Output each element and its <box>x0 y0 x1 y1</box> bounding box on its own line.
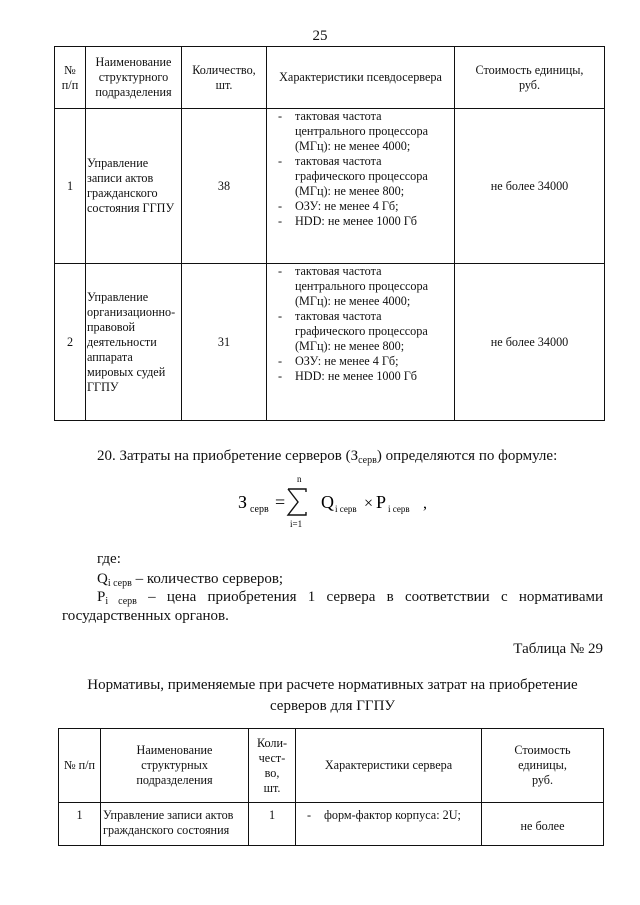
server-table <box>58 728 604 846</box>
header-cell-price: Стоимость единицы, руб. <box>482 729 604 803</box>
row-number: 1 <box>55 109 86 264</box>
spec-list <box>269 109 452 229</box>
department-name: Управление организационно- правовой деятельности аппарата мировых судей ГГПУ <box>86 264 182 421</box>
table-header-row <box>55 47 605 109</box>
unit-price: не более <box>482 803 604 846</box>
spec-item: - HDD: не менее 1000 Гб <box>269 369 452 384</box>
quantity: 38 <box>182 109 267 264</box>
quantity: 1 <box>249 803 296 846</box>
formula-times: × <box>364 495 374 512</box>
row-number: 2 <box>55 264 86 421</box>
spec-list <box>269 264 452 384</box>
table-row <box>55 109 605 264</box>
spec-item: - тактовая частота центрального процессора (МГц): не менее 4000; <box>269 109 452 154</box>
unit-price: не более 34000 <box>455 109 605 264</box>
unit-price: не более 34000 <box>455 264 605 421</box>
specs-cell <box>267 264 455 421</box>
formula-lhs: З <box>238 492 248 512</box>
header-cell-qty: Количество, шт. <box>182 47 267 109</box>
specs-cell <box>296 803 482 846</box>
spec-item: - тактовая частота центрального процессора (МГц): не менее 4000; <box>269 264 452 309</box>
definition-p-continued: государственных органов. <box>62 608 229 624</box>
formula-q: Q <box>321 492 334 512</box>
header-cell-qty: Коли- чест- во, шт. <box>249 729 296 803</box>
page-number: 25 <box>312 28 328 44</box>
where-label: где: <box>97 551 121 567</box>
formula-comma: , <box>423 495 427 512</box>
sigma-icon <box>288 489 306 515</box>
spec-item: - форм-фактор корпуса: 2U; <box>298 808 479 823</box>
pseudo-server-table <box>54 46 605 421</box>
specs-cell <box>267 109 455 264</box>
spec-item: - тактовая частота графического процессора (МГц): не менее 800; <box>269 154 452 199</box>
formula-p-sub: i серв <box>388 504 410 514</box>
department-name: Управление записи актов гражданского состояния <box>101 803 249 846</box>
formula-lhs-sub: серв <box>250 504 269 515</box>
definition-q: $Q_{i серв}$ – количество серверов; <box>97 571 284 589</box>
spec-item: - ОЗУ: не менее 4 Гб; <box>269 199 452 214</box>
formula-p: P <box>376 492 387 512</box>
row-number: 1 <box>59 803 101 846</box>
header-cell-name: Наименование структурного подразделения <box>86 47 182 109</box>
formula-q-sub: i серв <box>335 504 357 514</box>
header-cell-name: Наименование структурных подразделения <box>101 729 249 803</box>
sum-upper-limit: n <box>297 474 302 484</box>
header-cell-num: № п/п <box>55 47 86 109</box>
quantity: 31 <box>182 264 267 421</box>
header-cell-price: Стоимость единицы, руб. <box>455 47 605 109</box>
sum-lower-limit: i=1 <box>290 519 303 529</box>
table-row <box>59 803 604 846</box>
spec-list <box>298 808 479 823</box>
spec-item: - ОЗУ: не менее 4 Гб; <box>269 354 452 369</box>
header-cell-num: № п/п <box>59 729 101 803</box>
header-cell-specs: Характеристики псевдосервера <box>267 47 455 109</box>
formula-equals: = <box>275 492 286 512</box>
table-title: Нормативы, применяемые при расчете нормативных затрат на приобретение серверов для ГГПУ <box>87 677 578 714</box>
header-cell-specs: Характеристики сервера <box>296 729 482 803</box>
definition-p: $P_{i серв}$ – цена приобретения 1 сервера в соответствии с нормативами <box>97 589 603 607</box>
table-label: Таблица № 29 <box>513 641 603 657</box>
table-header-row <box>59 729 604 803</box>
cost-formula <box>238 470 458 530</box>
spec-item: - HDD: не менее 1000 Гб <box>269 214 452 229</box>
department-name: Управление записи актов гражданского состояния ГГПУ <box>86 109 182 264</box>
paragraph-20: 20. Затраты на приобретение серверов $(З_{серв})$ определяются по формуле: <box>97 448 558 466</box>
spec-item: - тактовая частота графического процессора (МГц): не менее 800; <box>269 309 452 354</box>
table-row <box>55 264 605 421</box>
